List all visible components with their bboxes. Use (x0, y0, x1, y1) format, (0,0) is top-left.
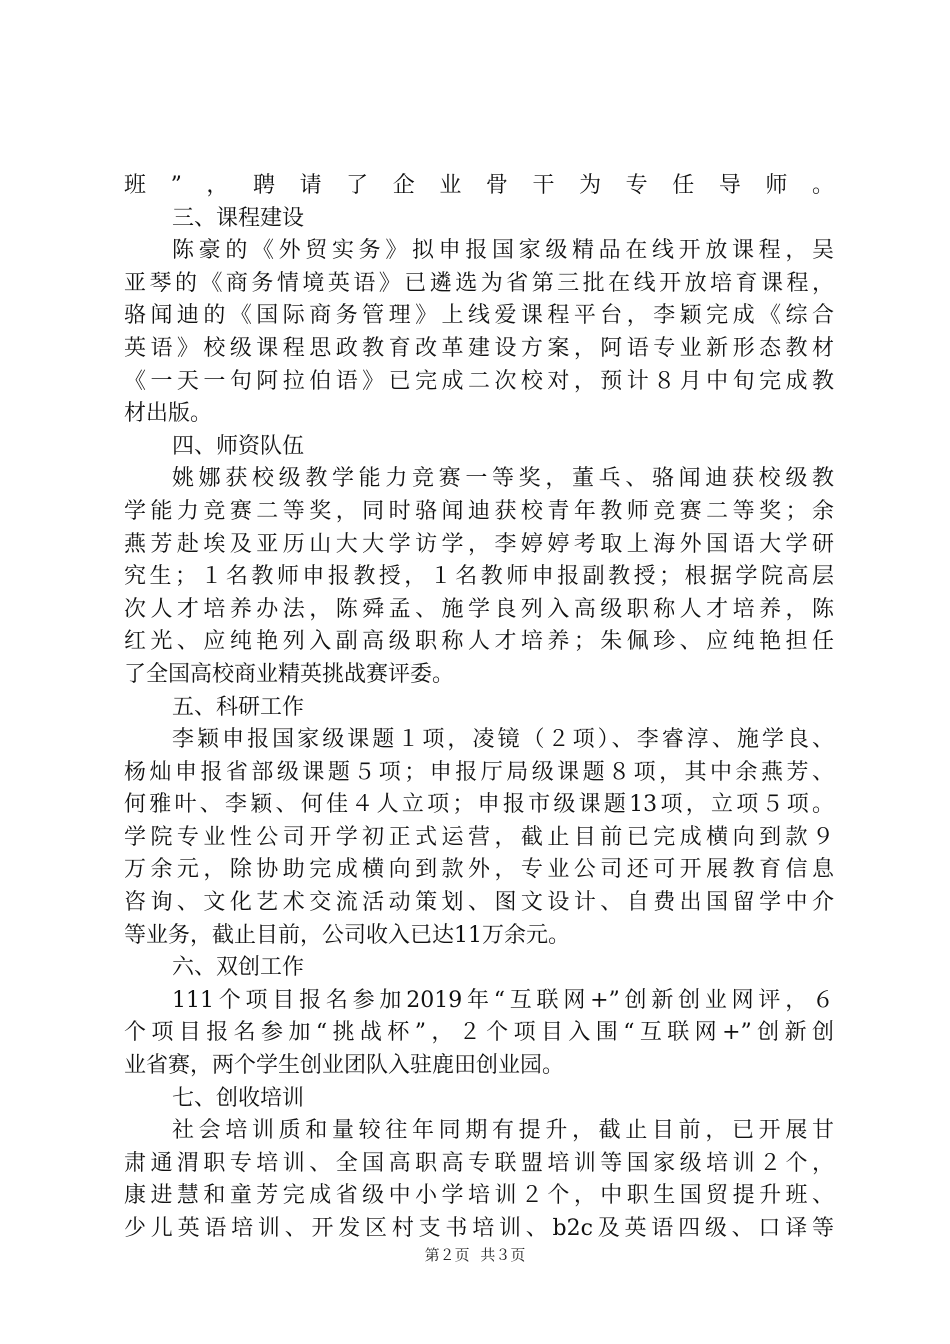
section-heading: 七、创收培训 (172, 1085, 305, 1111)
paragraph-line: 班”，聘请了企业骨干为专任导师。 (124, 173, 834, 198)
paragraph-line: 万余元，除协助完成横向到款外，专业公司还可开展教育信息 (124, 857, 834, 883)
section-heading: 三、课程建设 (172, 205, 305, 231)
paragraph-line: 学院专业性公司开学初正式运营，截止目前已完成横向到款９ (124, 824, 834, 850)
paragraph-line: 个项目报名参加“挑战杯”，２个项目入围“互联网+”创新创 (124, 1020, 834, 1046)
paragraph-line: 社会培训质和量较往年同期有提升，截止目前，已开展甘 (172, 1118, 834, 1144)
paragraph-line: 杨灿申报省部级课题５项；申报厅局级课题８项，其中余燕芳、 (124, 759, 834, 785)
paragraph-line: 姚娜获校级教学能力竞赛一等奖，董乓、骆闻迪获校级教 (172, 466, 834, 492)
section-heading: 五、科研工作 (172, 694, 305, 720)
paragraph-line: 陈豪的《外贸实务》拟申报国家级精品在线开放课程，吴 (172, 238, 834, 264)
paragraph-line: 英语》校级课程思政教育改革建设方案，阿语专业新形态教材 (124, 335, 834, 361)
paragraph-line: 燕芳赴埃及亚历山大大学访学，李婷婷考取上海外国语大学研 (124, 531, 834, 557)
paragraph-line: 李颖申报国家级课题１项，凌镜（２项）、李睿淳、施学良、 (172, 727, 834, 753)
paragraph-line: 了全国高校商业精英挑战赛评委。 (124, 661, 455, 687)
paragraph-line: 次人才培养办法，陈舜孟、施学良列入高级职称人才培养，陈 (124, 596, 834, 622)
paragraph-line: 少儿英语培训、开发区村支书培训、b2c及英语四级、口译等 (124, 1216, 834, 1241)
page-footer (0, 1245, 950, 1265)
paragraph-line: 等业务，截止目前，公司收入已达11万余元。 (124, 922, 570, 948)
paragraph-line: 亚琴的《商务情境英语》已遴选为省第三批在线开放培育课程， (124, 270, 834, 296)
paragraph-line: 材出版。 (124, 401, 213, 427)
paragraph-line: 康进慧和童芳完成省级中小学培训２个，中职生国贸提升班、 (124, 1183, 834, 1209)
paragraph-line: 111个项目报名参加2019年“互联网+”创新创业网评，６ (172, 987, 834, 1013)
section-heading: 六、双创工作 (172, 955, 305, 981)
page-number: 第２页 (424, 1246, 470, 1264)
document-body (124, 170, 834, 1246)
section-heading: 四、师资队伍 (172, 433, 305, 459)
paragraph-line: 学能力竞赛二等奖，同时骆闻迪获校青年教师竞赛二等奖；余 (124, 498, 834, 524)
paragraph-line: 业省赛，两个学生创业团队入驻鹿田创业园。 (124, 1053, 565, 1079)
paragraph-line: 何雅叶、李颖、何佳４人立项；申报市级课题13项，立项５项。 (124, 792, 834, 818)
paragraph-line: 咨询、文化艺术交流活动策划、图文设计、自费出国留学中介 (124, 890, 834, 916)
paragraph-line: 肃通渭职专培训、全国高职高专联盟培训等国家级培训２个， (124, 1150, 834, 1176)
paragraph-line: 红光、应纯艳列入副高级职称人才培养；朱佩珍、应纯艳担任 (124, 629, 834, 655)
paragraph-line: 骆闻迪的《国际商务管理》上线爱课程平台，李颖完成《综合 (124, 303, 834, 329)
page-total: 共３页 (480, 1246, 526, 1264)
paragraph-line: 《一天一句阿拉伯语》已完成二次校对，预计８月中旬完成教 (124, 368, 834, 394)
paragraph-line: 究生；１名教师申报教授，１名教师申报副教授；根据学院高层 (124, 564, 834, 590)
